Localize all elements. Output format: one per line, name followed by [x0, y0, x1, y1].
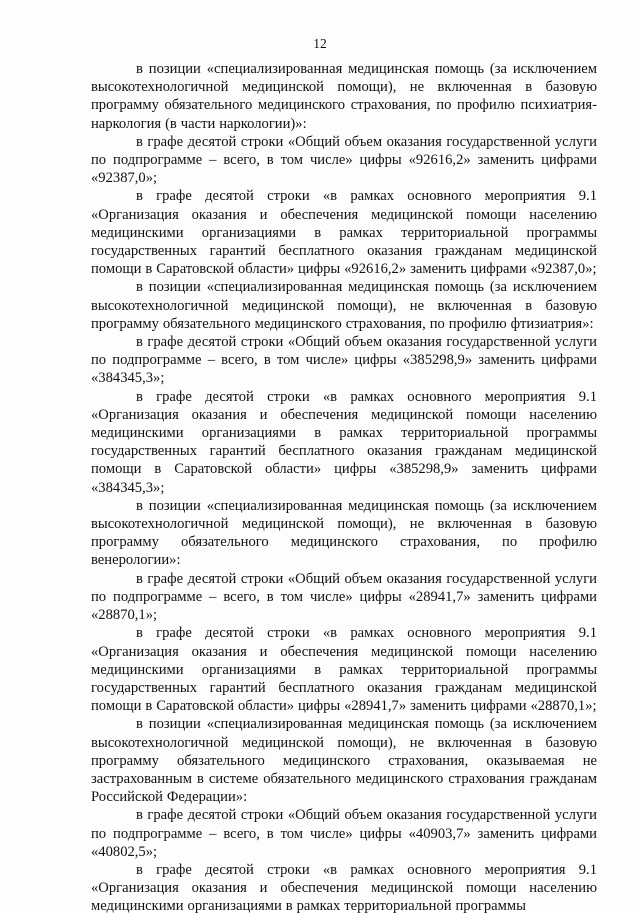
- paragraph: в графе десятой строки «в рамках основного мероприятия 9.1 «Организация оказания и обеспечения медицинской помощи населению медицинскими организациями в рамках территориальной программы государственных гарантий бесплатного оказания гражданам медицинской помощи в Саратовской области» цифры «92616,2» заменить цифрами «92387,0»;: [91, 188, 597, 278]
- paragraph: в графе десятой строки «в рамках основного мероприятия 9.1 «Организация оказания и обеспечения медицинской помощи населению медицинскими организациями в рамках территориальной программы: [91, 861, 597, 915]
- paragraph: в графе десятой строки «Общий объем оказания государственной услуги по подпрограмме – всего, в том числе» цифры «40903,7» заменить цифрами «40802,5»;: [91, 807, 597, 860]
- paragraph: в графе десятой строки «Общий объем оказания государственной услуги по подпрограмме – всего, в том числе» цифры «92616,2» заменить цифрами «92387,0»;: [91, 133, 597, 187]
- page-number: 12: [313, 36, 327, 51]
- paragraph: в графе десятой строки «в рамках основного мероприятия 9.1 «Организация оказания и обеспечения медицинской помощи населению медицинскими организациями в рамках территориальной программы государственных гарантий бесплатного оказания гражданам медицинской помощи в Саратовской области» цифры «28941,7» заменить цифрами «28870,1»;: [91, 625, 597, 715]
- paragraph: в графе десятой строки «в рамках основного мероприятия 9.1 «Организация оказания и обеспечения медицинской помощи населению медицинскими организациями в рамках территориальной программы государственных гарантий бесплатного оказания гражданам медицинской помощи в Саратовской области» цифры «385298,9» заменить цифрами «384345,3»;: [91, 388, 597, 496]
- paragraph: в позиции «специализированная медицинская помощь (за исключением высокотехнологичной медицинской помощи), не включенная в базовую программу обязательного медицинского страхования, по профилю фтизиатрия»:: [91, 279, 597, 332]
- paragraph: в графе десятой строки «Общий объем оказания государственной услуги по подпрограмме – всего, в том числе» цифры «385298,9» заменить цифрами «384345,3»;: [91, 334, 597, 387]
- paragraph: в позиции «специализированная медицинская помощь (за исключением высокотехнологичной медицинской помощи), не включенная в базовую программу обязательного медицинского страхования, оказываемая не застрахованным в системе обязательного медицинского страхования гражданам Российской Федерации»:: [91, 716, 597, 806]
- document-body: [91, 60, 597, 916]
- paragraph: в позиции «специализированная медицинская помощь (за исключением высокотехнологичной медицинской помощи), не включенная в базовую программу обязательного медицинского страхования, по профилю венерологии»:: [91, 497, 597, 569]
- paragraph: в графе десятой строки «Общий объем оказания государственной услуги по подпрограмме – всего, в том числе» цифры «28941,7» заменить цифрами «28870,1»;: [91, 570, 597, 624]
- paragraph: в позиции «специализированная медицинская помощь (за исключением высокотехнологичной медицинской помощи), не включенная в базовую программу обязательного медицинского страхования, по профилю психиатрия-наркология (в части наркологии)»:: [91, 61, 597, 132]
